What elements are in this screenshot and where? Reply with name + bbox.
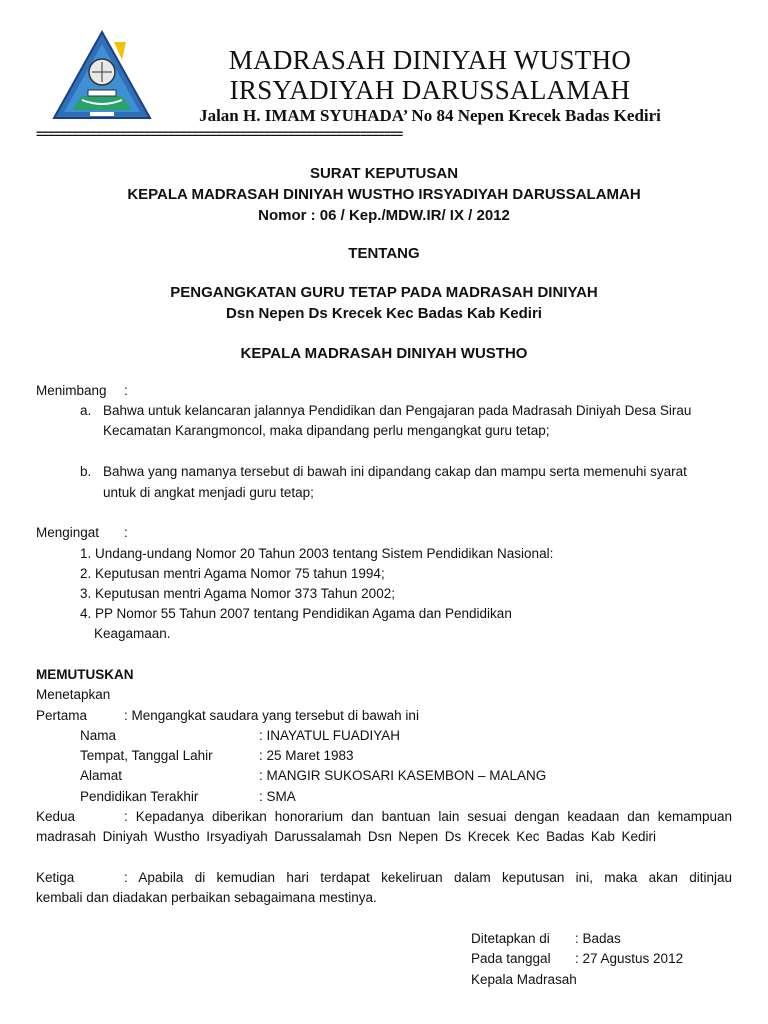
school-emblem-icon	[52, 30, 152, 122]
menimbang-marker-b: b.	[80, 464, 92, 479]
menimbang-label: Menimbang	[36, 383, 107, 398]
place-label: Ditetapkan di	[471, 931, 550, 946]
decree-issuer: KEPALA MADRASAH DINIYAH WUSTHO IRSYADIYAH DARUSSALAMAH	[127, 186, 641, 203]
school-address: Jalan H. IMAM SYUHADA’ No 84 Nepen Krecek Badas Kediri	[199, 106, 661, 125]
menimbang-marker-a: a.	[80, 403, 92, 418]
mengingat-item-3: 3. Keputusan mentri Agama Nomor 373 Tahun 2002;	[80, 586, 395, 601]
decree-title: SURAT KEPUTUSAN	[309, 165, 459, 182]
decree-subject-line2: Dsn Nepen Ds Krecek Kec Badas Kab Kediri	[226, 305, 542, 322]
pertama-label: Pertama	[36, 708, 88, 723]
mengingat-item-4: 4. PP Nomor 55 Tahun 2007 tentang Pendidikan Agama dan Pendidikan	[80, 606, 512, 621]
field-value-nama: : INAYATUL FUADIYAH	[259, 728, 401, 743]
menimbang-b-line1: Bahwa yang namanya tersebut di bawah ini dipandang cakap dan mampu serta memenuhi syarat	[103, 464, 687, 479]
menimbang-b-line2: untuk di angkat menjadi guru tetap;	[103, 485, 314, 500]
field-label-nama: Nama	[80, 728, 117, 743]
memutuskan-heading: MEMUTUSKAN	[36, 667, 134, 682]
decree-subject-line1: PENGANGKATAN GURU TETAP PADA MADRASAH DINIYAH	[170, 284, 598, 301]
field-value-pendidikan: : SMA	[259, 789, 296, 804]
menetapkan-label: Menetapkan	[36, 687, 111, 702]
decree-number: Nomor : 06 / Kep./MDW.IR/ IX / 2012	[258, 207, 510, 224]
date-label: Pada tanggal	[471, 951, 551, 966]
field-label-ttl: Tempat, Tanggal Lahir	[80, 748, 213, 763]
field-label-pendidikan: Pendidikan Terakhir	[80, 789, 199, 804]
place-value: : Badas	[575, 931, 621, 946]
ketiga-line2: kembali dan diadakan perbaikan sebagaimana mestinya.	[36, 890, 377, 905]
kedua-line2: madrasah Diniyah Wustho Irsyadiyah Darussalamah Dsn Nepen Ds Krecek Kec Badas Kab Kediri	[36, 829, 656, 844]
ketiga-line1: : Apabila di kemudian hari terdapat kekeliruan dalam keputusan ini, maka akan ditinjau	[124, 870, 732, 885]
decree-about: TENTANG	[348, 245, 420, 262]
signatory-role: Kepala Madrasah	[471, 972, 577, 987]
pertama-text: : Mengangkat saudara yang tersebut di bawah ini	[124, 708, 419, 723]
field-value-alamat: : MANGIR SUKOSARI KASEMBON – MALANG	[259, 768, 547, 783]
decree-authority: KEPALA MADRASAH DINIYAH WUSTHO	[240, 345, 528, 362]
mengingat-colon: :	[124, 525, 128, 540]
school-name-line2: IRSYADIYAH DARUSSALAMAH	[229, 75, 631, 105]
field-label-alamat: Alamat	[80, 768, 123, 783]
date-value: : 27 Agustus 2012	[575, 951, 684, 966]
mengingat-item-1: 1. Undang-undang Nomor 20 Tahun 2003 tentang Sistem Pendidikan Nasional:	[80, 546, 554, 561]
school-name-line1: MADRASAH DINIYAH WUSTHO	[228, 45, 632, 75]
mengingat-item-4-cont: Keagamaan.	[94, 626, 171, 641]
menimbang-colon: :	[124, 383, 128, 398]
mengingat-item-2: 2. Keputusan mentri Agama Nomor 75 tahun 1994;	[80, 566, 385, 581]
menimbang-a-line1: Bahwa untuk kelancaran jalannya Pendidikan dan Pengajaran pada Madrasah Diniyah Desa Sirau	[103, 403, 692, 418]
field-value-ttl: : 25 Maret 1983	[259, 748, 354, 763]
mengingat-label: Mengingat	[36, 525, 100, 540]
header-divider: =============================================================	[36, 128, 403, 142]
ketiga-label: Ketiga	[36, 870, 75, 885]
menimbang-a-line2: Kecamatan Karangmoncol, maka dipandang perlu mengangkat guru tetap;	[103, 423, 550, 438]
kedua-label: Kedua	[36, 809, 76, 824]
kedua-line1: : Kepadanya diberikan honorarium dan bantuan lain sesuai dengan keadaan dan kemampuan	[124, 809, 732, 824]
